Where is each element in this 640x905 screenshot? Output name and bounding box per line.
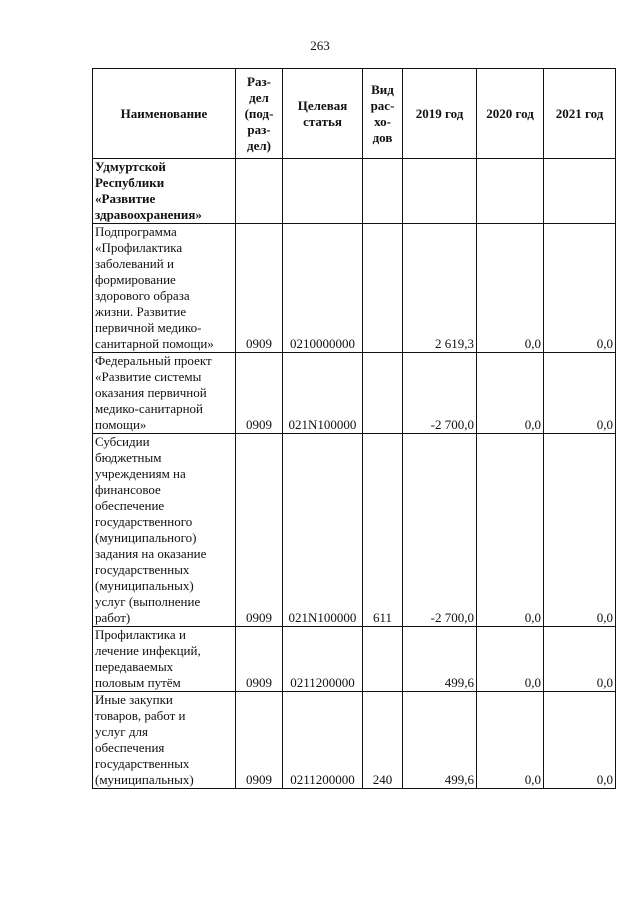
header-2021: 2021 год xyxy=(544,69,616,159)
header-section: Раз- дел (под- раз- дел) xyxy=(236,69,283,159)
row-name: Федеральный проект «Развитие системы оказания первичной медико-санитарной помощи» xyxy=(93,353,236,434)
row-section xyxy=(236,159,283,224)
row-2020: 0,0 xyxy=(477,224,544,353)
row-target: 021N100000 xyxy=(283,353,363,434)
row-expense-type xyxy=(363,224,403,353)
row-target: 021N100000 xyxy=(283,434,363,627)
row-2021: 0,0 xyxy=(544,627,616,692)
row-expense-type xyxy=(363,159,403,224)
row-2021: 0,0 xyxy=(544,692,616,789)
budget-table xyxy=(92,68,616,789)
row-2021: 0,0 xyxy=(544,434,616,627)
row-section: 0909 xyxy=(236,692,283,789)
row-target: 0211200000 xyxy=(283,692,363,789)
row-2019: -2 700,0 xyxy=(403,353,477,434)
row-section: 0909 xyxy=(236,434,283,627)
row-2021 xyxy=(544,159,616,224)
row-name: Профилактика и лечение инфекций, передаваемых половым путём xyxy=(93,627,236,692)
row-2020: 0,0 xyxy=(477,353,544,434)
table-row xyxy=(93,353,616,434)
header-name: Наименование xyxy=(93,69,236,159)
row-2020: 0,0 xyxy=(477,627,544,692)
header-target: Целевая статья xyxy=(283,69,363,159)
row-expense-type xyxy=(363,627,403,692)
row-2019: 499,6 xyxy=(403,627,477,692)
row-target xyxy=(283,159,363,224)
row-2019 xyxy=(403,159,477,224)
row-name: Подпрограмма «Профилактика заболеваний и формирование здорового образа жизни. Развитие первичной медико- санитарной помощи» xyxy=(93,224,236,353)
table-row xyxy=(93,434,616,627)
row-2020: 0,0 xyxy=(477,692,544,789)
row-expense-type: 240 xyxy=(363,692,403,789)
row-2020 xyxy=(477,159,544,224)
row-expense-type xyxy=(363,353,403,434)
row-section: 0909 xyxy=(236,627,283,692)
row-2021: 0,0 xyxy=(544,353,616,434)
page-number: 263 xyxy=(310,38,330,53)
row-2021: 0,0 xyxy=(544,224,616,353)
row-section: 0909 xyxy=(236,353,283,434)
row-2020: 0,0 xyxy=(477,434,544,627)
table-row xyxy=(93,224,616,353)
row-section: 0909 xyxy=(236,224,283,353)
row-name: Субсидии бюджетным учреждениям на финансовое обеспечение государственного (муниципального) задания на оказание государственных (муниципальных) услуг (выполнение работ) xyxy=(93,434,236,627)
table-row xyxy=(93,692,616,789)
row-target: 0210000000 xyxy=(283,224,363,353)
header-expense-type: Вид рас- хо- дов xyxy=(363,69,403,159)
row-2019: 2 619,3 xyxy=(403,224,477,353)
table-row xyxy=(93,159,616,224)
table-row xyxy=(93,627,616,692)
table-header-row xyxy=(93,69,616,159)
row-2019: -2 700,0 xyxy=(403,434,477,627)
row-2019: 499,6 xyxy=(403,692,477,789)
header-2019: 2019 год xyxy=(403,69,477,159)
row-target: 0211200000 xyxy=(283,627,363,692)
row-expense-type: 611 xyxy=(363,434,403,627)
header-2020: 2020 год xyxy=(477,69,544,159)
row-name: Удмуртской Республики «Развитие здравоохранения» xyxy=(93,159,236,224)
row-name: Иные закупки товаров, работ и услуг для обеспечения государственных (муниципальных) xyxy=(93,692,236,789)
